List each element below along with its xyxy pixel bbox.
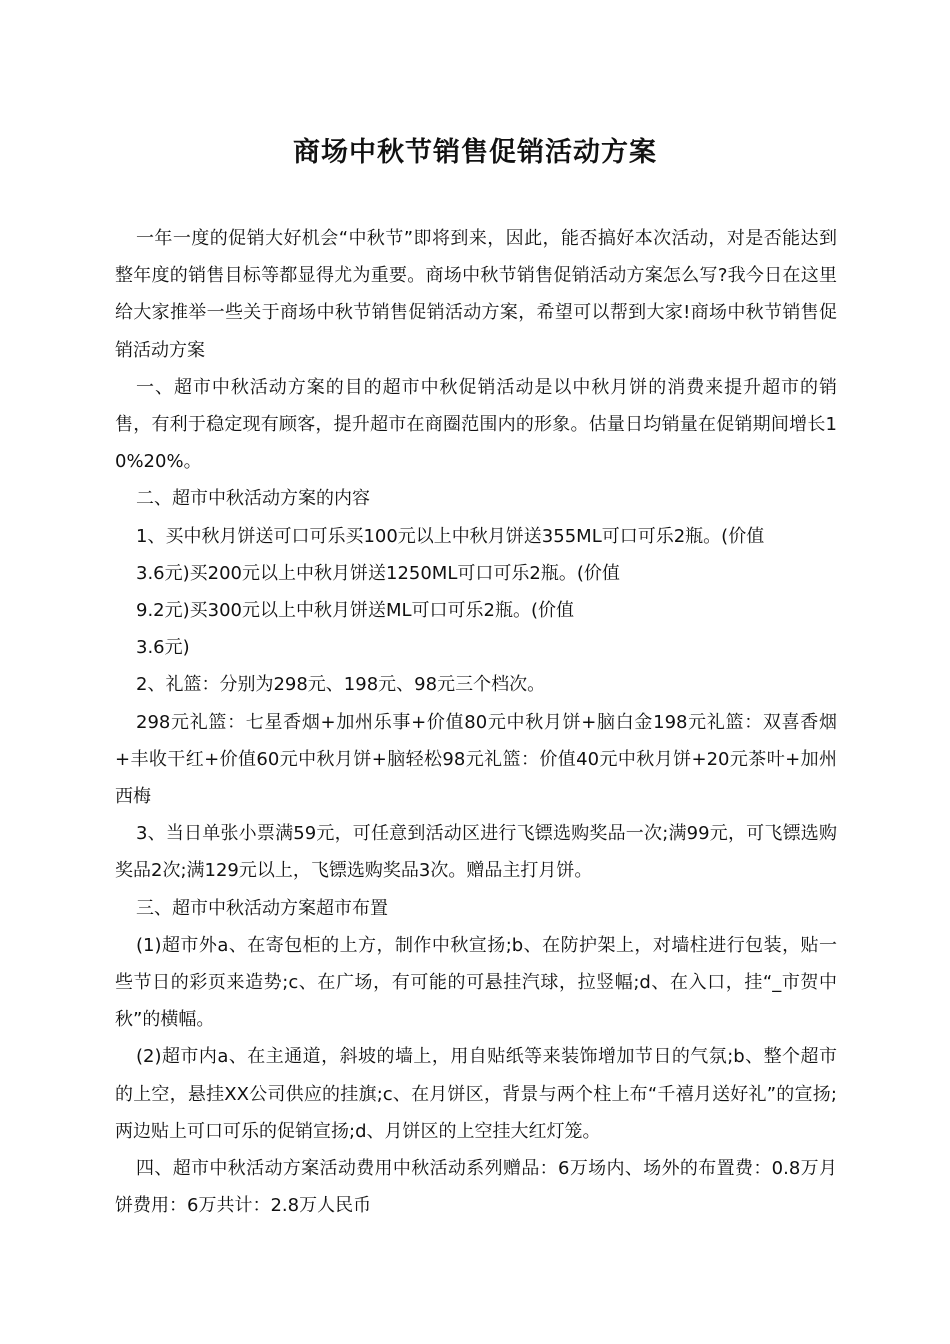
outside-layout-paragraph: (1)超市外a、在寄包柜的上方，制作中秋宣扬;b、在防护架上，对墙柱进行包装，贴一些节日的彩页来造势;c、在广场，有可能的可悬挂汽球，拉竖幅;d、在入口，挂“_市贺中秋”的横幅。 <box>115 934 837 1031</box>
item-1-line-3: 9.2元)买300元以上中秋月饼送ML可口可乐2瓶。(价值 <box>136 600 575 622</box>
section-4-paragraph: 四、超市中秋活动方案活动费用中秋活动系列赠品：6万场内、场外的布置费：0.8万月饼费用：6万共计：2.8万人民币 <box>115 1158 837 1217</box>
intro-paragraph: 一年一度的促销大好机会“中秋节”即将到来，因此，能否搞好本次活动，对是否能达到整年度的销售目标等都显得尤为重要。商场中秋节销售促销活动方案怎么写?我今日在这里给大家推举一些关于商场中秋节销售促销活动方案，希望可以帮到大家!商场中秋节销售促销活动方案 <box>115 228 837 361</box>
item-3-paragraph: 3、当日单张小票满59元，可任意到活动区进行飞镖选购奖品一次;满99元，可飞镖选购奖品2次;满129元以上，飞镖选购奖品3次。赠品主打月饼。 <box>115 823 837 882</box>
inside-layout-paragraph: (2)超市内a、在主通道，斜坡的墙上，用自贴纸等来装饰增加节日的气氛;b、整个超市的上空，悬挂XX公司供应的挂旗;c、在月饼区，背景与两个柱上布“千禧月送好礼”的宣扬;两边贴上可口可乐的促销宣扬;d、月饼区的上空挂大红灯笼。 <box>115 1046 837 1142</box>
document-body <box>115 220 837 1224</box>
document-title: 商场中秋节销售促销活动方案 <box>293 137 657 168</box>
item-1-line-2: 3.6元)买200元以上中秋月饼送1250ML可口可乐2瓶。(价值 <box>136 562 620 584</box>
item-1-line-4: 3.6元) <box>136 637 190 659</box>
section-1-paragraph: 一、超市中秋活动方案的目的超市中秋促销活动是以中秋月饼的消费来提升超市的销售，有利于稳定现有顾客，提升超市在商圈范围内的形象。估量日均销量在促销期间增长10%20%。 <box>115 376 837 473</box>
section-3-heading: 三、超市中秋活动方案超市布置 <box>136 897 388 919</box>
item-1-line-1: 1、买中秋月饼送可口可乐买100元以上中秋月饼送355ML可口可乐2瓶。(价值 <box>136 525 765 547</box>
gift-basket-paragraph: 298元礼篮：七星香烟+加州乐事+价值80元中秋月饼+脑白金198元礼篮：双喜香烟+丰收干红+价值60元中秋月饼+脑轻松98元礼篮：价值40元中秋月饼+20元茶叶+加州西梅 <box>115 711 837 808</box>
section-2-heading: 二、超市中秋活动方案的内容 <box>136 488 370 510</box>
item-2-paragraph: 2、礼篮：分别为298元、198元、98元三个档次。 <box>136 674 546 696</box>
